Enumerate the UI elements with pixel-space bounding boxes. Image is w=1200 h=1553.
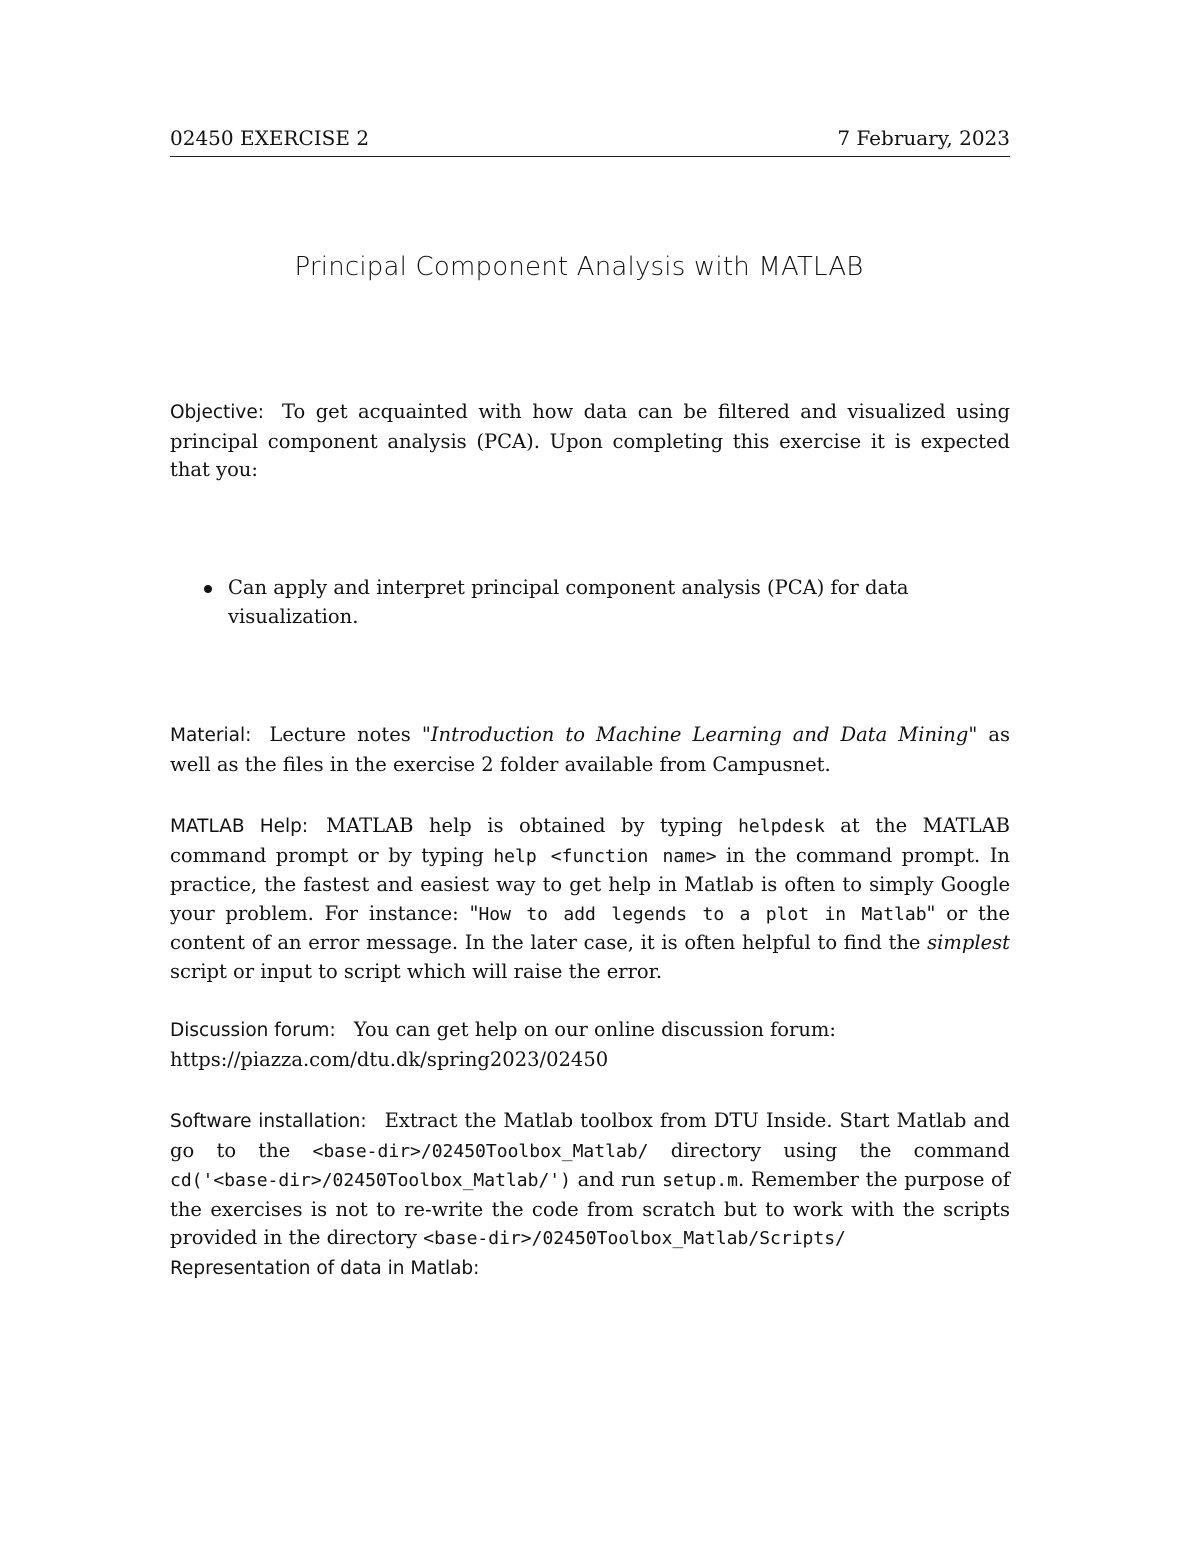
code-help: help <function name> — [493, 845, 717, 867]
help-text-2: at the MATLAB command prompt or by typing — [170, 814, 1011, 867]
page-header — [170, 124, 1010, 157]
code-base-dir: <base-dir>/02450Toolbox_Matlab/ — [312, 1140, 649, 1162]
list-item — [200, 574, 1010, 631]
goals-list — [200, 574, 1010, 631]
bullet-icon — [204, 585, 212, 593]
code-example: How to add legends to a plot in Matlab — [478, 903, 927, 925]
code-setup: setup.m — [662, 1170, 738, 1191]
emphasis-simplest: simplest — [927, 931, 1010, 954]
forum-link[interactable]: https://piazza.com/dtu.dk/spring2023/02450 — [170, 1047, 609, 1071]
software-text-3: and run — [570, 1168, 663, 1191]
help-text-3: in the command prompt. In practice, the fastest and easiest way to get help in Matlab is often to simply Google your problem. For instance: " — [170, 843, 1010, 925]
objective-label: Objective: — [170, 402, 264, 423]
representation-heading: Representation of data in Matlab: — [170, 1257, 480, 1279]
help-text-5: script or input to script which will raise the error. — [170, 959, 663, 983]
help-text-4: " or the content of an error message. In the later case, it is often helpful to find the — [170, 901, 1010, 954]
software-text-2: directory using the command — [648, 1138, 1010, 1162]
goal-text: Can apply and interpret principal component analysis (PCA) for data visualization. — [228, 576, 909, 628]
material-label: Material: — [170, 725, 252, 746]
matlab-help-paragraph — [170, 812, 1010, 986]
matlab-help-label: MATLAB Help: — [170, 816, 309, 837]
book-title: Introduction to Machine Learning and Data Mining — [430, 723, 969, 746]
forum-text: You can get help on our online discussion forum: — [353, 1018, 836, 1041]
page-title: Principal Component Analysis with MATLAB — [294, 252, 864, 282]
software-text-1: Extract the Matlab toolbox from DTU Inside. Start Matlab and go to the — [170, 1109, 1010, 1162]
code-cd: cd('<base-dir>/02450Toolbox_Matlab/') — [170, 1170, 571, 1191]
code-scripts-dir: <base-dir>/02450Toolbox_Matlab/Scripts/ — [423, 1228, 846, 1249]
header-date: 7 February, 2023 — [837, 126, 1010, 150]
software-text-4: . Remember the purpose of the exercises is not to re-write the code from scratch but to work with the scripts provided in the directory — [170, 1168, 1011, 1249]
course-label: 02450 EXERCISE 2 — [170, 126, 370, 150]
forum-paragraph — [170, 1016, 1010, 1074]
material-suffix: " as well as the files in the exercise 2 folder available from Campusnet. — [170, 723, 1011, 776]
objective-text: To get acquainted with how data can be filtered and visualized using principal component analysis (PCA). Upon completing this exercise it is expected that you: — [170, 400, 1010, 481]
help-text-1: MATLAB help is obtained by typing — [326, 814, 739, 837]
material-paragraph — [170, 721, 1010, 779]
objective-paragraph — [170, 398, 1010, 485]
software-paragraph — [170, 1107, 1010, 1283]
code-helpdesk: helpdesk — [738, 816, 825, 837]
software-label: Software installation: — [170, 1111, 367, 1132]
forum-label: Discussion forum: — [170, 1020, 336, 1041]
material-prefix: Lecture notes " — [269, 723, 431, 746]
